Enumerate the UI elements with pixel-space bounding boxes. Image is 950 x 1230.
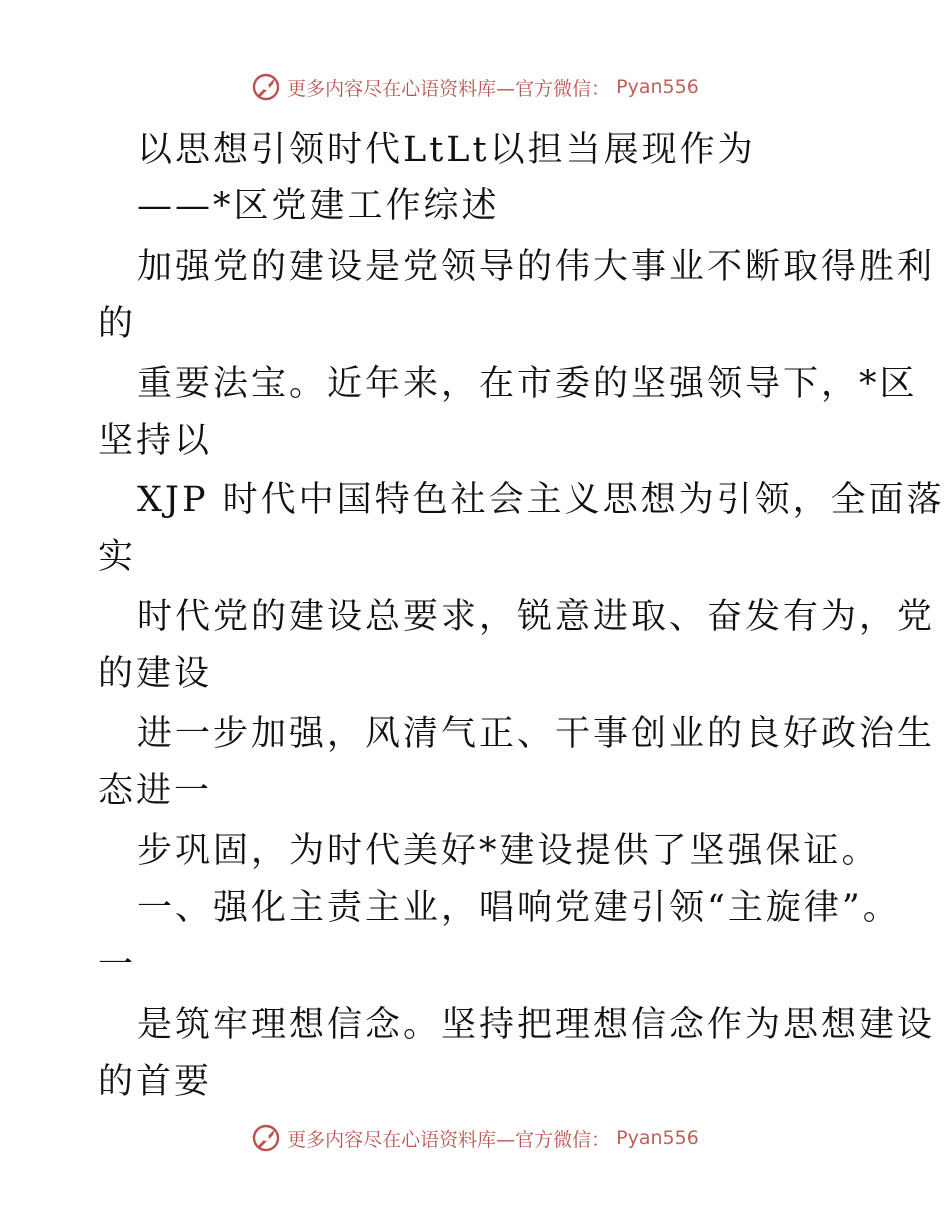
header-watermark-banner <box>0 72 950 102</box>
paragraph-line: 的建设 <box>98 654 213 694</box>
wechat-account: Pyan556 <box>616 1127 699 1149</box>
watermark-text: 更多内容尽在心语资料库—官方微信： <box>287 77 611 100</box>
watermark-text: 更多内容尽在心语资料库—官方微信： <box>287 1128 611 1151</box>
paragraph-line: 时代党的建设总要求，锐意进取、奋发有为，党 <box>137 597 936 637</box>
paragraph-line: 态进一 <box>98 771 213 811</box>
quill-pen-logo-icon <box>251 1123 281 1153</box>
section-heading: 一、强化主责主业，唱响党建引领“主旋律”。 <box>137 888 901 928</box>
document-title: 以思想引领时代LtLt以担当展现作为 <box>137 130 756 170</box>
paragraph-line: 加强党的建设是党领导的伟大事业不断取得胜利 <box>137 247 936 287</box>
quill-pen-logo-icon <box>251 72 281 102</box>
paragraph-line: 实 <box>98 537 137 577</box>
paragraph-line: 步巩固，为时代美好*建设提供了坚强保证。 <box>137 831 880 871</box>
paragraph-line: 坚持以 <box>98 421 213 461</box>
paragraph-line: 一 <box>98 945 137 985</box>
wechat-account: Pyan556 <box>616 76 699 98</box>
paragraph-line: 的首要 <box>98 1062 213 1102</box>
paragraph-line: 重要法宝。近年来，在市委的坚强领导下，*区 <box>137 364 918 404</box>
paragraph-line: 的 <box>98 304 137 344</box>
paragraph-line: 是筑牢理想信念。坚持把理想信念作为思想建设 <box>137 1005 936 1045</box>
paragraph-line: XJP 时代中国特色社会主义思想为引领，全面落 <box>137 480 945 520</box>
footer-watermark-banner <box>0 1123 950 1153</box>
paragraph-line: 进一步加强，风清气正、干事创业的良好政治生 <box>137 714 936 754</box>
document-subtitle: ——*区党建工作综述 <box>137 186 500 226</box>
